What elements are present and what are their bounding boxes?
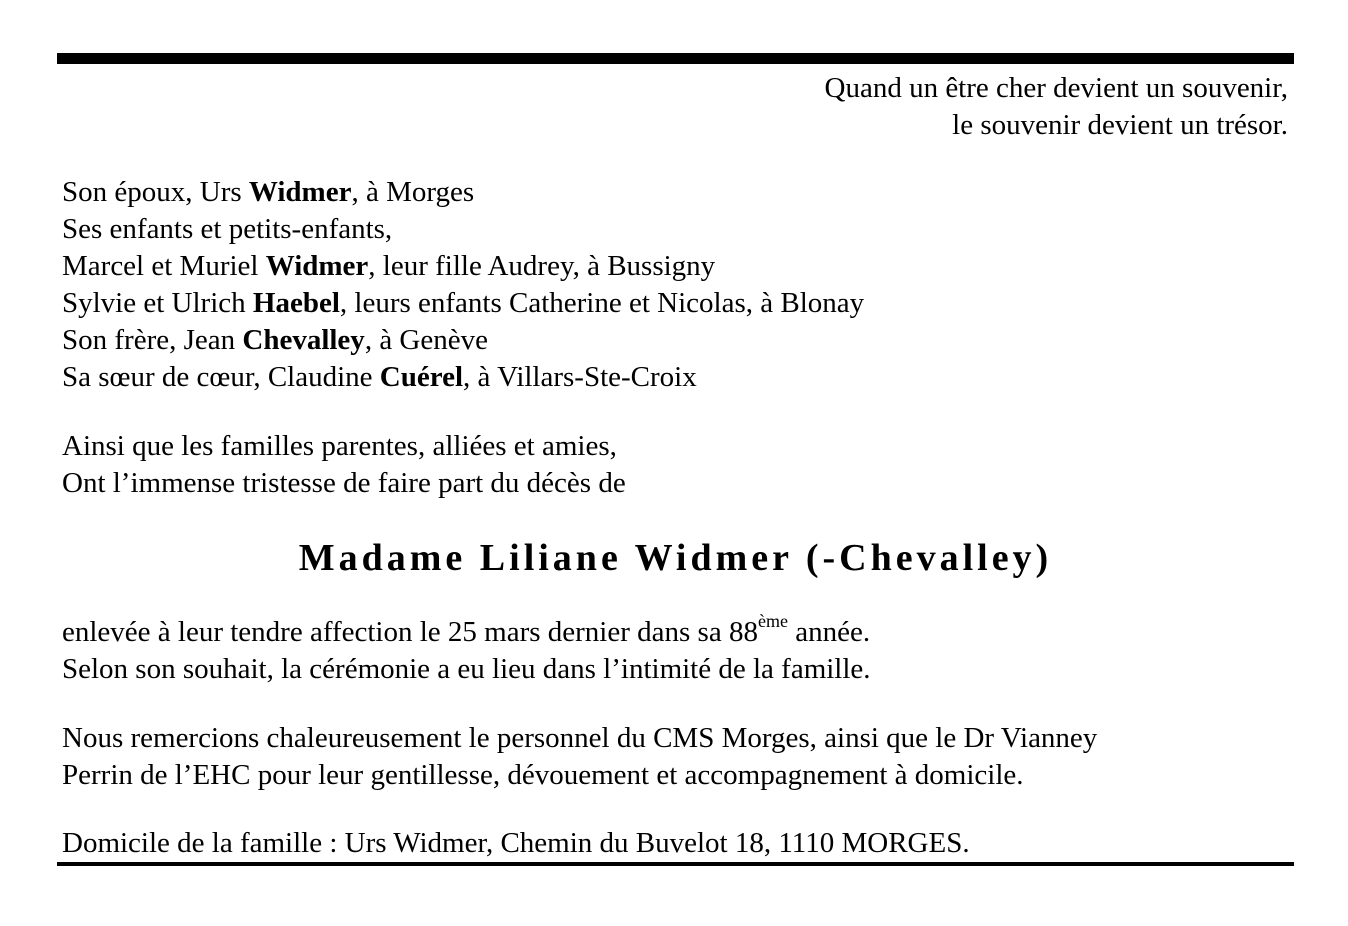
family-text: Son époux, Urs xyxy=(62,176,249,208)
family-line xyxy=(62,174,1292,211)
deceased-name: Madame Liliane Widmer (-Chevalley) xyxy=(298,537,1053,579)
family-surname: Haebel xyxy=(252,287,340,319)
family-text: Marcel et Muriel xyxy=(62,250,266,282)
family-text: , à Villars-Ste-Croix xyxy=(463,361,697,393)
ordinal-suffix: ème xyxy=(757,611,788,631)
family-text: Sa sœur de cœur, Claudine xyxy=(62,361,380,393)
family-text: Son frère, Jean xyxy=(62,324,243,356)
thanks-line-2: Perrin de l’EHC pour leur gentillesse, dévouement et accompagnement à domicile. xyxy=(62,759,1024,791)
details-line-1 xyxy=(62,611,1292,651)
address-line: Domicile de la famille : Urs Widmer, Chemin du Buvelot 18, 1110 MORGES. xyxy=(62,827,970,859)
top-rule xyxy=(57,53,1294,64)
epigraph-line-1: Quand un être cher devient un souvenir, xyxy=(824,72,1288,104)
thanks-line-1: Nous remercions chaleureusement le personnel du CMS Morges, ainsi que le Dr Vianney xyxy=(62,722,1098,754)
family-list xyxy=(62,174,1292,396)
family-line xyxy=(62,359,1292,396)
announcement xyxy=(62,428,1292,502)
details-text: année. xyxy=(787,616,871,648)
details-line-2: Selon son souhait, la cérémonie a eu lieu dans l’intimité de la famille. xyxy=(62,653,871,685)
family-line xyxy=(62,285,1292,322)
announcement-line-1: Ainsi que les familles parentes, alliées et amies, xyxy=(62,430,617,462)
thanks xyxy=(62,720,1292,794)
family-surname: Cuérel xyxy=(379,361,464,393)
family-surname: Widmer xyxy=(265,250,369,282)
family-text: , leurs enfants Catherine et Nicolas, à Blonay xyxy=(339,287,865,319)
family-line xyxy=(62,322,1292,359)
bottom-rule xyxy=(57,862,1294,866)
family-text: Sylvie et Ulrich xyxy=(62,287,253,319)
family-surname: Chevalley xyxy=(242,324,365,356)
family-text: , à Genève xyxy=(364,324,488,356)
family-line xyxy=(62,248,1292,285)
family-address xyxy=(62,825,1292,862)
epigraph xyxy=(388,70,1288,144)
death-details xyxy=(62,611,1292,688)
family-text: Ses enfants et petits-enfants, xyxy=(62,213,393,245)
family-line xyxy=(62,211,1292,248)
announcement-line-2: Ont l’immense tristesse de faire part du décès de xyxy=(62,467,626,499)
family-surname: Widmer xyxy=(248,176,352,208)
family-text: , leur fille Audrey, à Bussigny xyxy=(368,250,716,282)
epigraph-line-2: le souvenir devient un trésor. xyxy=(952,109,1288,141)
details-text: enlevée à leur tendre affection le 25 mars dernier dans sa 88 xyxy=(62,616,758,648)
family-text: , à Morges xyxy=(351,176,475,208)
